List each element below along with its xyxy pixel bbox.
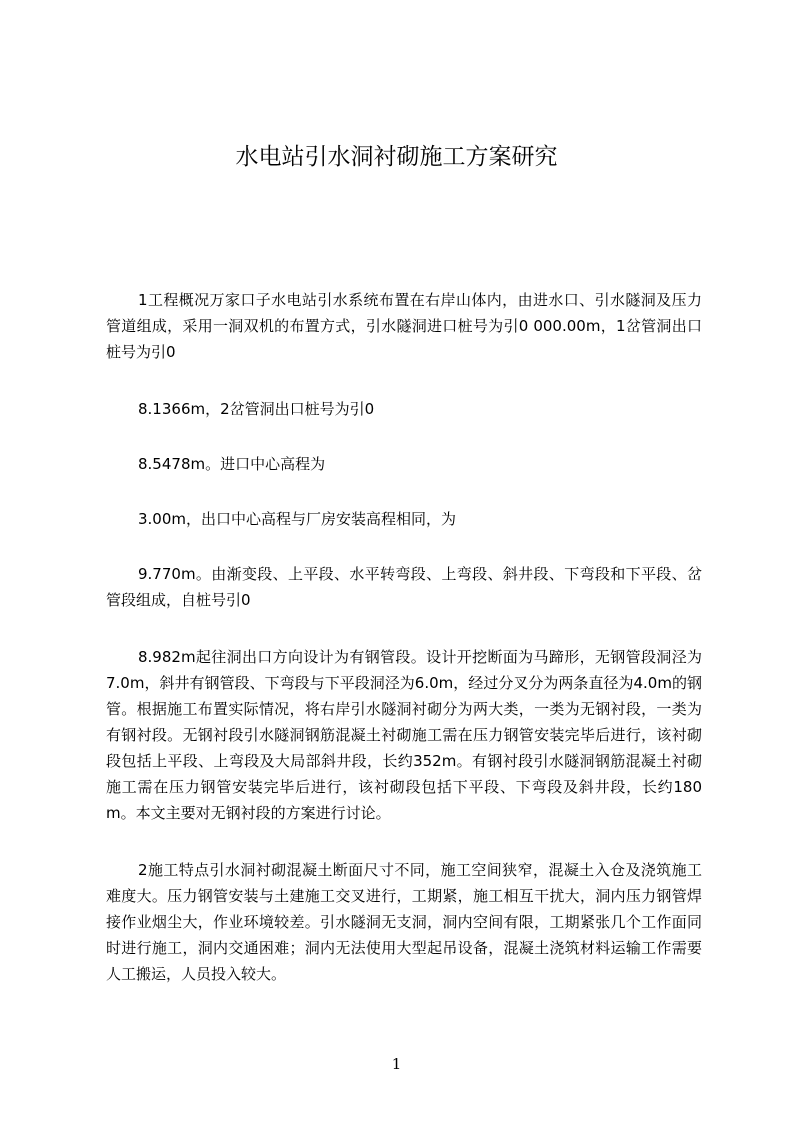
paragraph-outlet-elevation: 3.00m，出口中心高程与厂房安装高程相同，为 xyxy=(138,510,457,528)
paragraph-tunnel-sections: 9.770m。由渐变段、上平段、水平转弯段、上弯段、斜井段、下弯段和下平段、岔管段组成，自桩号引0 xyxy=(106,565,702,609)
paragraph-project-overview: 1工程概况万家口子水电站引水系统布置在右岸山体内，由进水口、引水隧洞及压力管道组成，采用一洞双机的布置方式，引水隧洞进口桩号为引0 000.00m，1岔管洞出口桩号为引0 xyxy=(106,291,702,361)
paragraph-construction-features: 2施工特点引水洞衬砌混凝土断面尺寸不同，施工空间狭窄，混凝土入仓及浇筑施工难度大。压力钢管安装与土建施工交叉进行，工期紧，施工相互干扰大，洞内压力钢管焊接作业烟尘大，作业环境较差。引水隧洞无支洞，洞内空间有限，工期紧张几个工作面同时进行施工，洞内交通困难；洞内无法使用大型起吊设备，混凝土浇筑材料运输工作需要人工搬运，人员投入较大。 xyxy=(106,861,702,983)
document-body xyxy=(106,287,702,987)
paragraph-inlet-elevation: 8.5478m。进口中心高程为 xyxy=(138,455,326,473)
paragraph-chainage-2: 8.1366m，2岔管洞出口桩号为引0 xyxy=(138,400,375,418)
page-number: 1 xyxy=(391,1055,402,1073)
paragraph-design-section: 8.982m起往洞出口方向设计为有钢管段。设计开挖断面为马蹄形，无钢管段洞泾为7.0m，斜井有钢管段、下弯段与下平段洞泾为6.0m，经过分叉分为两条直径为4.0m的钢管。根据施工布置实际情况，将右岸引水隧洞衬砌分为两大类，一类为无钢衬段，一类为有钢衬段。无钢衬段引水隧洞钢筋混凝土衬砌施工需在压力钢管安装完毕后进行，该衬砌段包括上平段、上弯段及大局部斜井段，长约352m。有钢衬段引水隧洞钢筋混凝土衬砌施工需在压力钢管安装完毕后进行，该衬砌段包括下平段、下弯段及斜井段，长约180m。本文主要对无钢衬段的方案进行讨论。 xyxy=(106,648,702,822)
document-title: 水电站引水洞衬砌施工方案研究 xyxy=(235,144,558,170)
